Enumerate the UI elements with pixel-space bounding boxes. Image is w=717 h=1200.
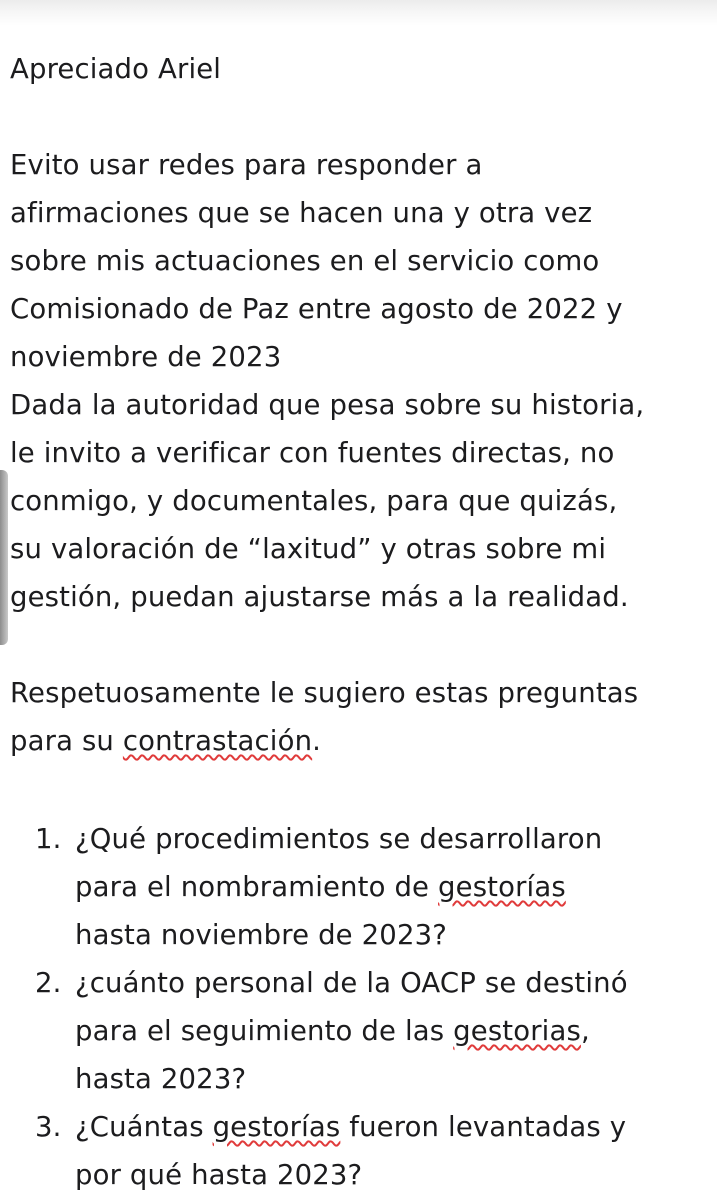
document-body[interactable]: [10, 45, 710, 1199]
spellcheck-flagged-word[interactable]: gestorías: [438, 871, 566, 903]
list-item-line: ¿Qué procedimientos se desarrollaron: [75, 823, 603, 855]
list-item-line: ¿cuánto personal de la OACP se destinó: [75, 967, 628, 999]
paragraph-line: [10, 717, 710, 765]
paragraph-line: sobre mis actuaciones en el servicio como: [10, 245, 600, 277]
blank-line: [10, 621, 710, 669]
paragraph-line: gestión, puedan ajustarse más a la realidad.: [10, 581, 629, 613]
text-segment: ,: [580, 1015, 590, 1047]
paragraph-intro: [10, 141, 710, 381]
text-segment: .: [312, 725, 322, 757]
paragraph-request: [10, 669, 710, 765]
scroll-indicator[interactable]: [0, 470, 8, 645]
text-segment: fueron levantadas y: [340, 1111, 627, 1143]
questions-list: [10, 815, 710, 1199]
text-segment: para su: [10, 725, 123, 757]
top-shadow: [0, 0, 717, 26]
paragraph-line: noviembre de 2023: [10, 341, 282, 373]
list-item: [10, 815, 710, 959]
paragraph-line: afirmaciones que se hacen una y otra vez: [10, 197, 593, 229]
paragraph-invitation: [10, 381, 710, 621]
list-number: 2.: [35, 967, 62, 999]
list-item-line: por qué hasta 2023?: [75, 1159, 363, 1191]
paragraph-line: conmigo, y documentales, para que quizás,: [10, 485, 618, 517]
list-number: 3.: [35, 1111, 62, 1143]
list-item-line: [75, 1103, 710, 1151]
paragraph-line: Evito usar redes para responder a: [10, 149, 483, 181]
paragraph-line: le invito a verificar con fuentes directas, no: [10, 437, 615, 469]
list-number: 1.: [35, 823, 62, 855]
spellcheck-flagged-word[interactable]: gestorias: [453, 1015, 581, 1047]
greeting: Apreciado Ariel: [10, 53, 222, 85]
paragraph-line: Dada la autoridad que pesa sobre su historia,: [10, 389, 645, 421]
blank-line: [10, 765, 710, 813]
list-item: [10, 959, 710, 1103]
list-item-line: hasta 2023?: [75, 1063, 247, 1095]
spellcheck-flagged-word[interactable]: gestorías: [212, 1111, 341, 1143]
text-segment: para el nombramiento de: [75, 871, 439, 903]
paragraph-line: su valoración de “laxitud” y otras sobre mi: [10, 533, 607, 565]
spellcheck-flagged-word[interactable]: contrastación: [122, 725, 313, 757]
list-item-line: [75, 863, 710, 911]
list-item: [10, 1103, 710, 1199]
blank-line: [10, 93, 710, 141]
text-segment: para el seguimiento de las: [75, 1015, 454, 1047]
text-segment: ¿Cuántas: [75, 1111, 213, 1143]
paragraph-line: Comisionado de Paz entre agosto de 2022 y: [10, 293, 623, 325]
paragraph-line: Respetuosamente le sugiero estas preguntas: [10, 677, 639, 709]
list-item-line: hasta noviembre de 2023?: [75, 919, 447, 951]
list-item-line: [75, 1007, 710, 1055]
